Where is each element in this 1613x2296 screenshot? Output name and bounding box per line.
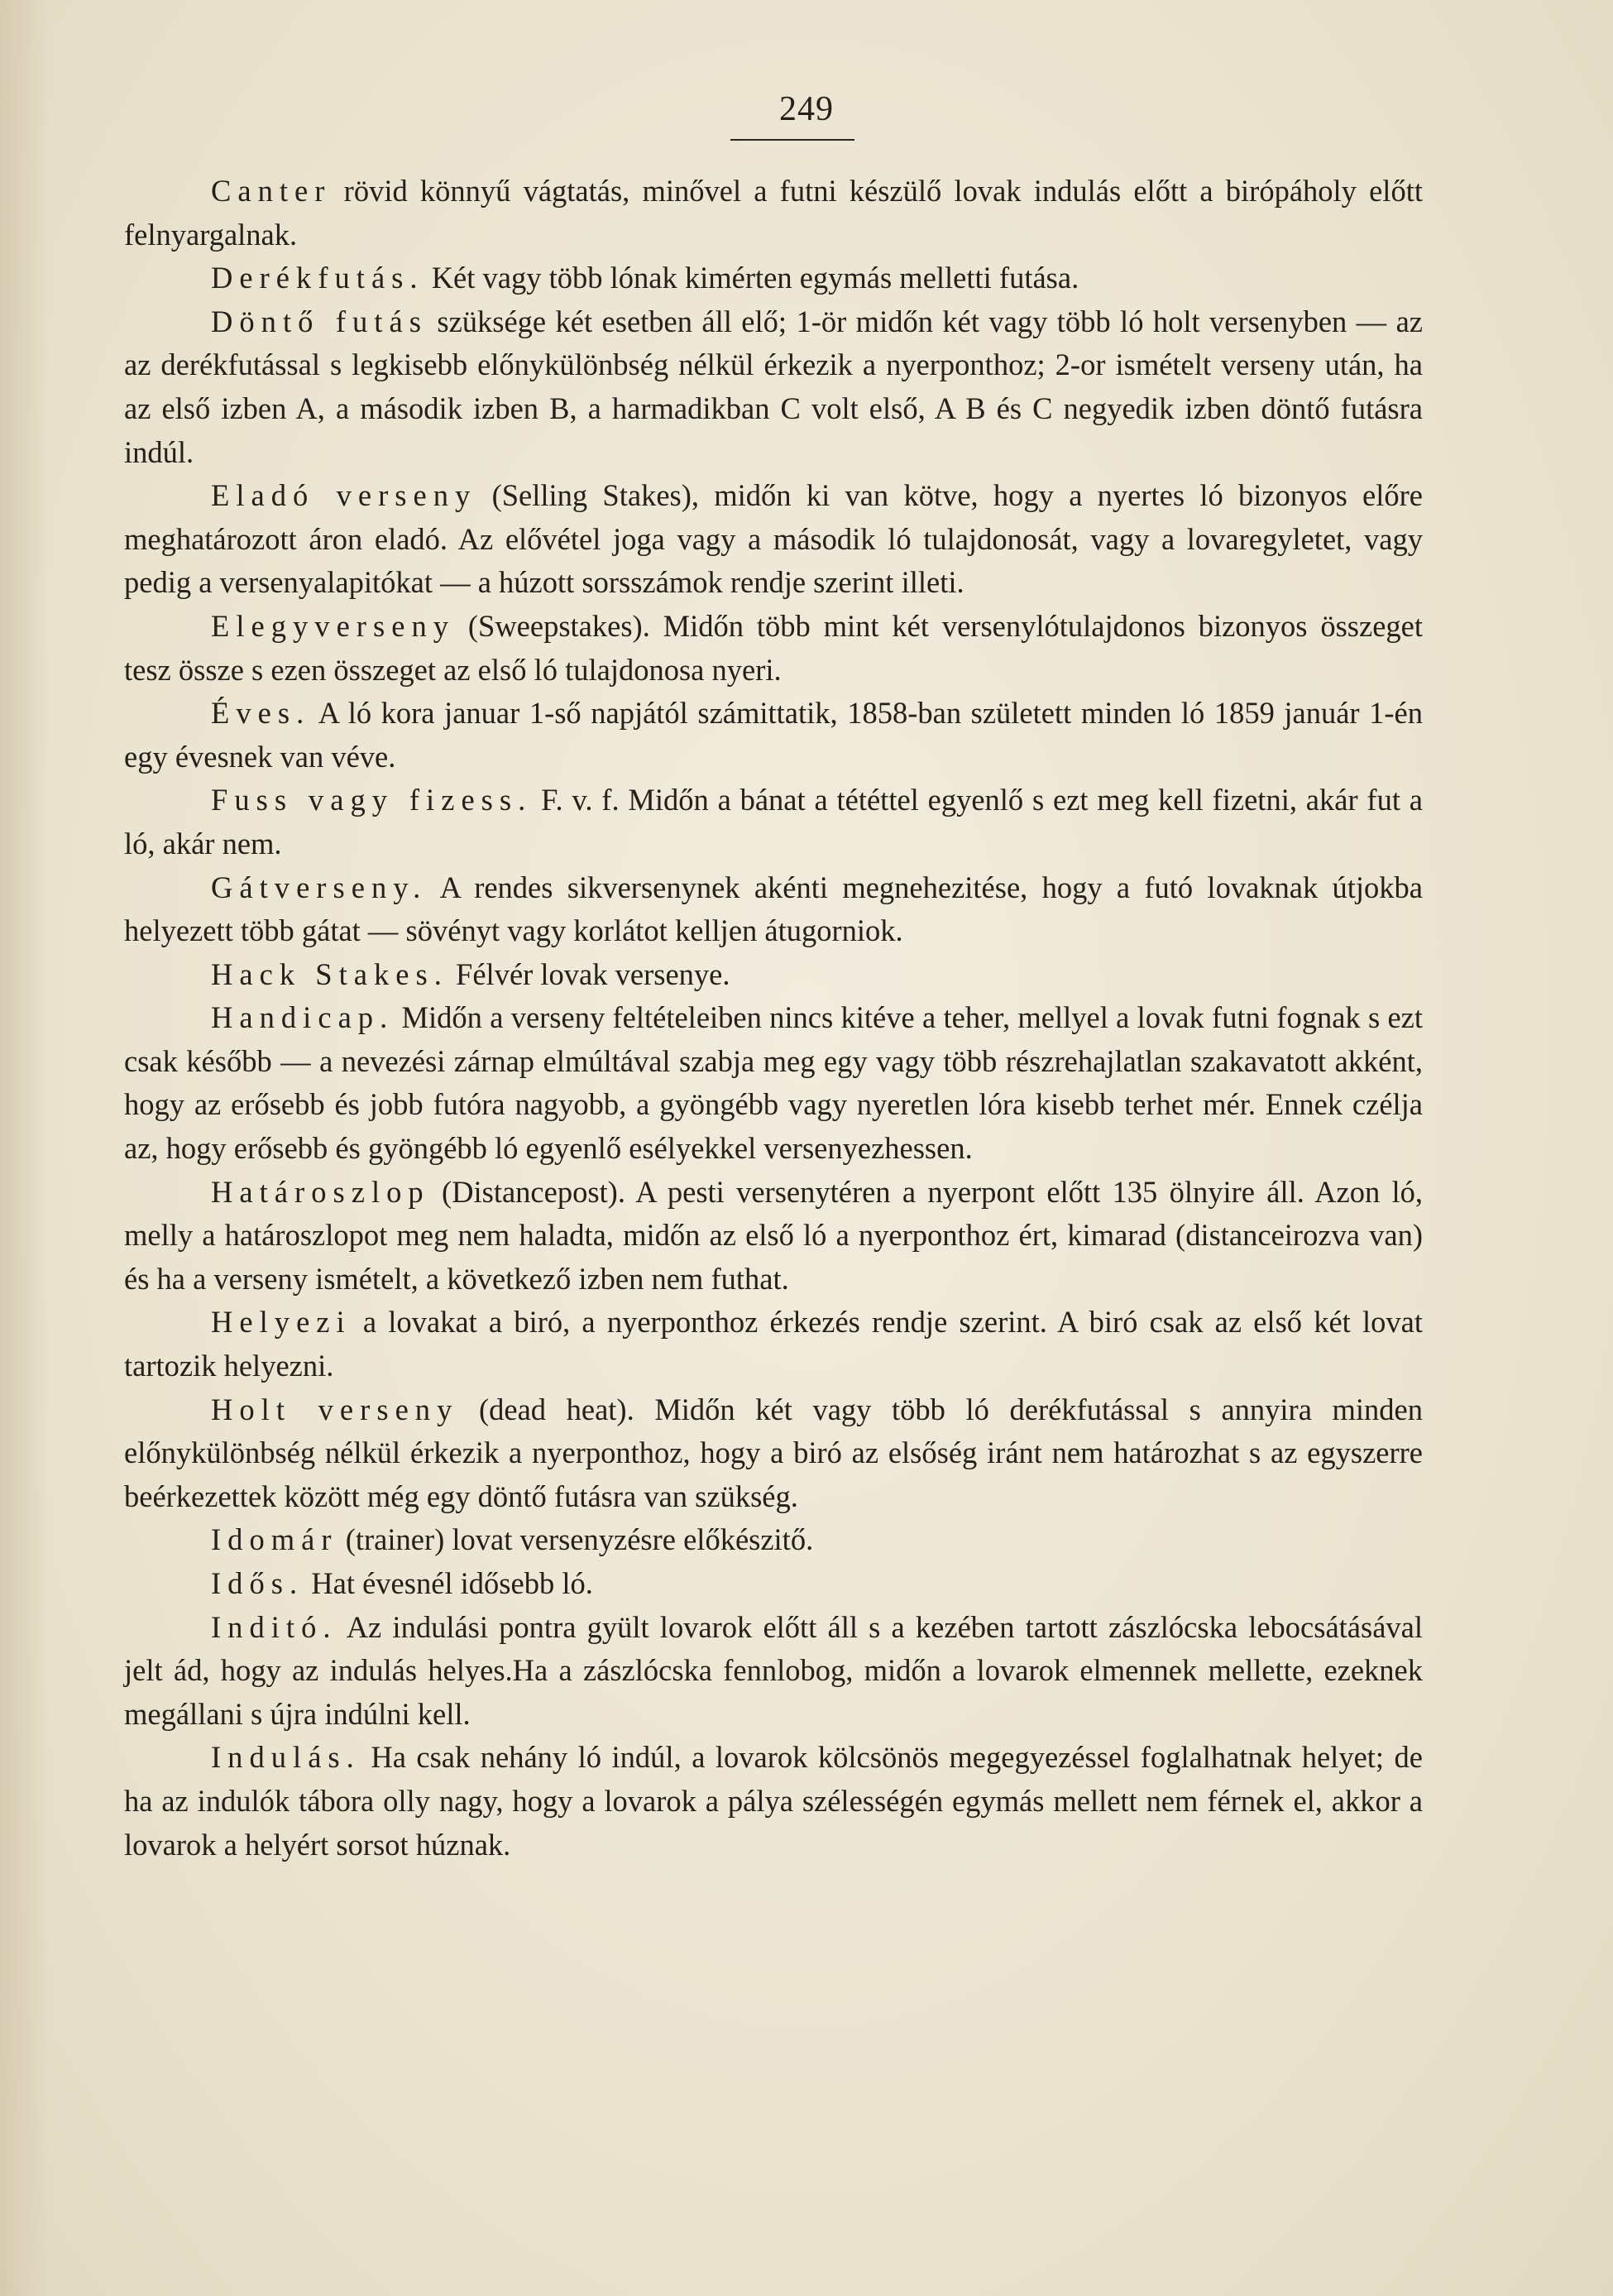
entry-text: A rendes sikversenynek akénti megnehezitése, hogy a futó lovaknak útjokba helyezett több gátat — sövényt vagy korlátot kelljen átugorniok. <box>124 870 1423 948</box>
entry-text: Félvér lovak versenye. <box>448 956 730 991</box>
glossary-entry <box>124 1736 1423 1867</box>
page-number: 249 <box>779 90 834 128</box>
entry-term: Derékfutás. <box>211 261 424 295</box>
entry-text: Két vagy több lónak kimérten egymás melletti futása. <box>424 261 1079 295</box>
entry-text: F. v. f. Midőn a bánat a tététtel egyenlő s ezt meg kell fizetni, akár fut a ló, akár nem. <box>124 783 1423 860</box>
glossary-entry <box>124 1562 1423 1606</box>
header-rule <box>730 139 854 141</box>
entry-term: Holt verseny <box>211 1392 459 1426</box>
glossary-entry <box>124 170 1423 256</box>
entry-text: (Distancepost). A pesti versenytéren a nyerpont előtt 135 ölnyire áll. Azon ló, melly a határoszlopot meg nem haladta, midőn az első ló a nyerponthoz ért, kimarad (distanceirozva van) és ha a verseny ismételt, a következő izben nem futhat. <box>124 1174 1423 1296</box>
entry-text: szüksége két esetben áll elő; 1-ör midőn két vagy több ló holt versenyben — az az derékfutással s legkisebb előnykülönbség nélkül érkezik a nyerponthoz; 2-or ismételt verseny után, ha az első izben A, a második izben B, a harmadikban C volt első, A B és C negyedik izben döntő futásra indúl. <box>124 304 1423 469</box>
glossary-entry <box>124 1388 1423 1519</box>
entry-text: Ha csak nehány ló indúl, a lovarok kölcsönös megegyezéssel foglalhatnak helyet; de ha az indulók tábora olly nagy, hogy a lovarok a pálya szélességén egymás mellett nem férnek el, akkor a lovarok a helyért sorsot húznak. <box>124 1740 1423 1862</box>
entry-term: Idomár <box>211 1522 338 1557</box>
glossary-entry <box>124 866 1423 953</box>
entry-text: Az indulási pontra gyült lovarok előtt áll s a kezében tartott zászlócska lebocsátásával jelt ád, hogy az indulás helyes.Ha a zászlócska fennlobog, midőn a lovarok elmennek mellette, ezeknek megállani s újra indúlni kell. <box>124 1609 1423 1731</box>
entry-text: rövid könnyű vágtatás, minővel a futni készülő lovak indulás előtt a birópáholy előtt felnyargalnak. <box>124 174 1423 252</box>
glossary-entry <box>124 1518 1423 1562</box>
page-edge-shadow <box>0 0 50 2296</box>
entry-term: Döntő futás <box>211 304 428 338</box>
glossary-text <box>124 170 1423 1867</box>
entry-term: Hack Stakes. <box>211 956 448 991</box>
entry-text: A ló kora januar 1-ső napjától számittatik, 1858-ban született minden ló 1859 január 1-én egy évesnek van véve. <box>124 696 1423 774</box>
glossary-entry <box>124 692 1423 779</box>
glossary-entry <box>124 1171 1423 1301</box>
entry-text: Hat évesnél idősebb ló. <box>304 1566 593 1600</box>
entry-term: Canter <box>211 174 332 208</box>
entry-text: a lovakat a biró, a nyerponthoz érkezés rendje szerint. A biró csak az első két lovat tartozik helyezni. <box>124 1305 1423 1383</box>
glossary-entry <box>124 1606 1423 1737</box>
entry-term: Handicap. <box>211 1000 395 1035</box>
entry-text: (Sweepstakes). Midőn több mint két versenylótulajdonos bizonyos összeget tesz össze s ezen összeget az első ló tulajdonosa nyeri. <box>124 608 1423 687</box>
glossary-entry <box>124 474 1423 605</box>
entry-term: Idős. <box>211 1566 304 1600</box>
entry-text: (trainer) lovat versenyzésre előkészitő. <box>337 1522 814 1557</box>
entry-term: Gátverseny. <box>211 870 428 904</box>
glossary-entry <box>124 779 1423 865</box>
glossary-entry <box>124 256 1423 300</box>
entry-term: Fuss vagy fizess. <box>211 783 533 817</box>
entry-term: Eladó verseny <box>211 478 477 513</box>
entry-text: Midőn a verseny feltételeiben nincs kitéve a teher, mellyel a lovak futni fognak s ezt csak később — a nevezési zárnap elmúltával szabja meg egy vagy több részrehajlatlan szakavatott akként, hogy az erősebb és jobb futóra nagyobb, a gyöngébb vagy nyeretlen lóra kisebb terhet mér. Ennek czélja az, hogy erősebb és gyöngébb ló egyenlő esélyekkel versenyezhessen. <box>124 1000 1423 1166</box>
entry-term: Elegyverseny <box>211 608 456 643</box>
glossary-entry <box>124 996 1423 1170</box>
entry-text: (Selling Stakes), midőn ki van kötve, hogy a nyertes ló bizonyos előre meghatározott áron eladó. Az elővétel joga vagy a második ló tulajdonosát, vagy a lovaregyletet, vagy pedig a versenyalapitókat — a húzott sorsszámok rendje szerint illeti. <box>124 478 1423 600</box>
entry-term: Helyezi <box>211 1305 352 1340</box>
entry-term: Határoszlop <box>211 1174 430 1209</box>
entry-term: Éves. <box>211 696 311 731</box>
glossary-entry <box>124 1301 1423 1388</box>
entry-term: Indulás. <box>211 1740 361 1775</box>
glossary-entry <box>124 605 1423 692</box>
entry-term: Inditó. <box>211 1609 337 1644</box>
entry-text: (dead heat). Midőn két vagy több ló derékfutással s annyira minden előnykülönbség nélkül érkezik a nyerponthoz, hogy a biró az elsőség iránt nem határozhat s az egyszerre beérkezettek között még egy döntő futásra van szükség. <box>124 1392 1424 1513</box>
glossary-entry <box>124 300 1423 474</box>
glossary-entry <box>124 953 1423 997</box>
